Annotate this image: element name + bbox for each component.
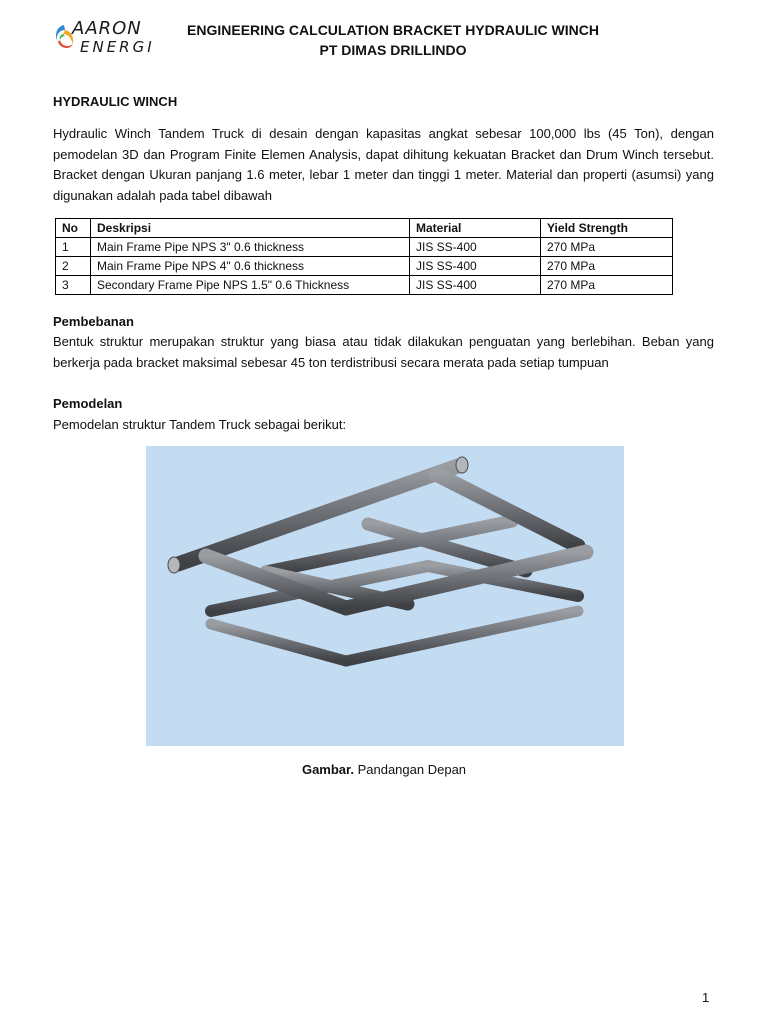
caption-text: Pandangan Depan xyxy=(353,762,467,777)
company-logo xyxy=(52,18,155,58)
cell-no: 1 xyxy=(56,238,91,257)
cell-yield: 270 MPa xyxy=(541,238,673,257)
cell-deskripsi: Secondary Frame Pipe NPS 1.5" 0.6 Thickness xyxy=(91,276,410,295)
cell-material: JIS SS-400 xyxy=(410,257,541,276)
section-heading-hydraulic-winch: HYDRAULIC WINCH xyxy=(53,94,178,109)
table-header-row xyxy=(56,219,673,238)
header-no: No xyxy=(56,219,91,238)
bracket-3d-render xyxy=(146,446,624,746)
section-heading-pembebanan: Pembebanan xyxy=(53,314,134,329)
cell-no: 3 xyxy=(56,276,91,295)
cell-no: 2 xyxy=(56,257,91,276)
document-title xyxy=(160,20,626,60)
table-row xyxy=(56,276,673,295)
pembebanan-paragraph: Bentuk struktur merupakan struktur yang biasa atau tidak dilakukan penguatan yang berlebihan. Beban yang berkerja pada bracket maksimal sebesar 45 ton terdistribusi secara merata pada setiap tumpuan xyxy=(53,334,714,370)
cell-yield: 270 MPa xyxy=(541,276,673,295)
cell-material: JIS SS-400 xyxy=(410,238,541,257)
page-number: 1 xyxy=(702,990,710,1005)
cell-deskripsi: Main Frame Pipe NPS 3" 0.6 thickness xyxy=(91,238,410,257)
material-table xyxy=(55,218,673,295)
title-line-2: PT DIMAS DRILLINDO xyxy=(319,42,467,58)
header-deskripsi: Deskripsi xyxy=(91,219,410,238)
header-yield-strength: Yield Strength xyxy=(541,219,673,238)
caption-label: Gambar. xyxy=(301,762,354,777)
cell-deskripsi: Main Frame Pipe NPS 4" 0.6 thickness xyxy=(91,257,410,276)
pemodelan-paragraph: Pemodelan struktur Tandem Truck sebagai berikut: xyxy=(53,417,347,432)
intro-paragraph: Hydraulic Winch Tandem Truck di desain dengan kapasitas angkat sebesar 100,000 lbs (45 Ton), dengan pemodelan 3D dan Program Finite Elemen Analysis, dapat dihitung kekuatan Bracket dan Drum Winch tersebut. Bracket dengan Ukuran panjang 1.6 meter, lebar 1 meter dan tinggi 1 meter. Material dan properti (asumsi) yang digunakan adalah pada tabel dibawah xyxy=(53,126,714,203)
bracket-frame-illustration xyxy=(146,446,624,746)
title-line-1: ENGINEERING CALCULATION BRACKET HYDRAULIC WINCH xyxy=(187,22,599,38)
logo-text-line1: AARON xyxy=(72,18,142,39)
cell-yield: 270 MPa xyxy=(541,257,673,276)
table-row xyxy=(56,238,673,257)
logo-text-line2: ENERGI xyxy=(80,38,155,56)
figure-caption xyxy=(0,762,768,777)
cell-material: JIS SS-400 xyxy=(410,276,541,295)
header-material: Material xyxy=(410,219,541,238)
section-heading-pemodelan: Pemodelan xyxy=(53,396,123,411)
table-row xyxy=(56,257,673,276)
